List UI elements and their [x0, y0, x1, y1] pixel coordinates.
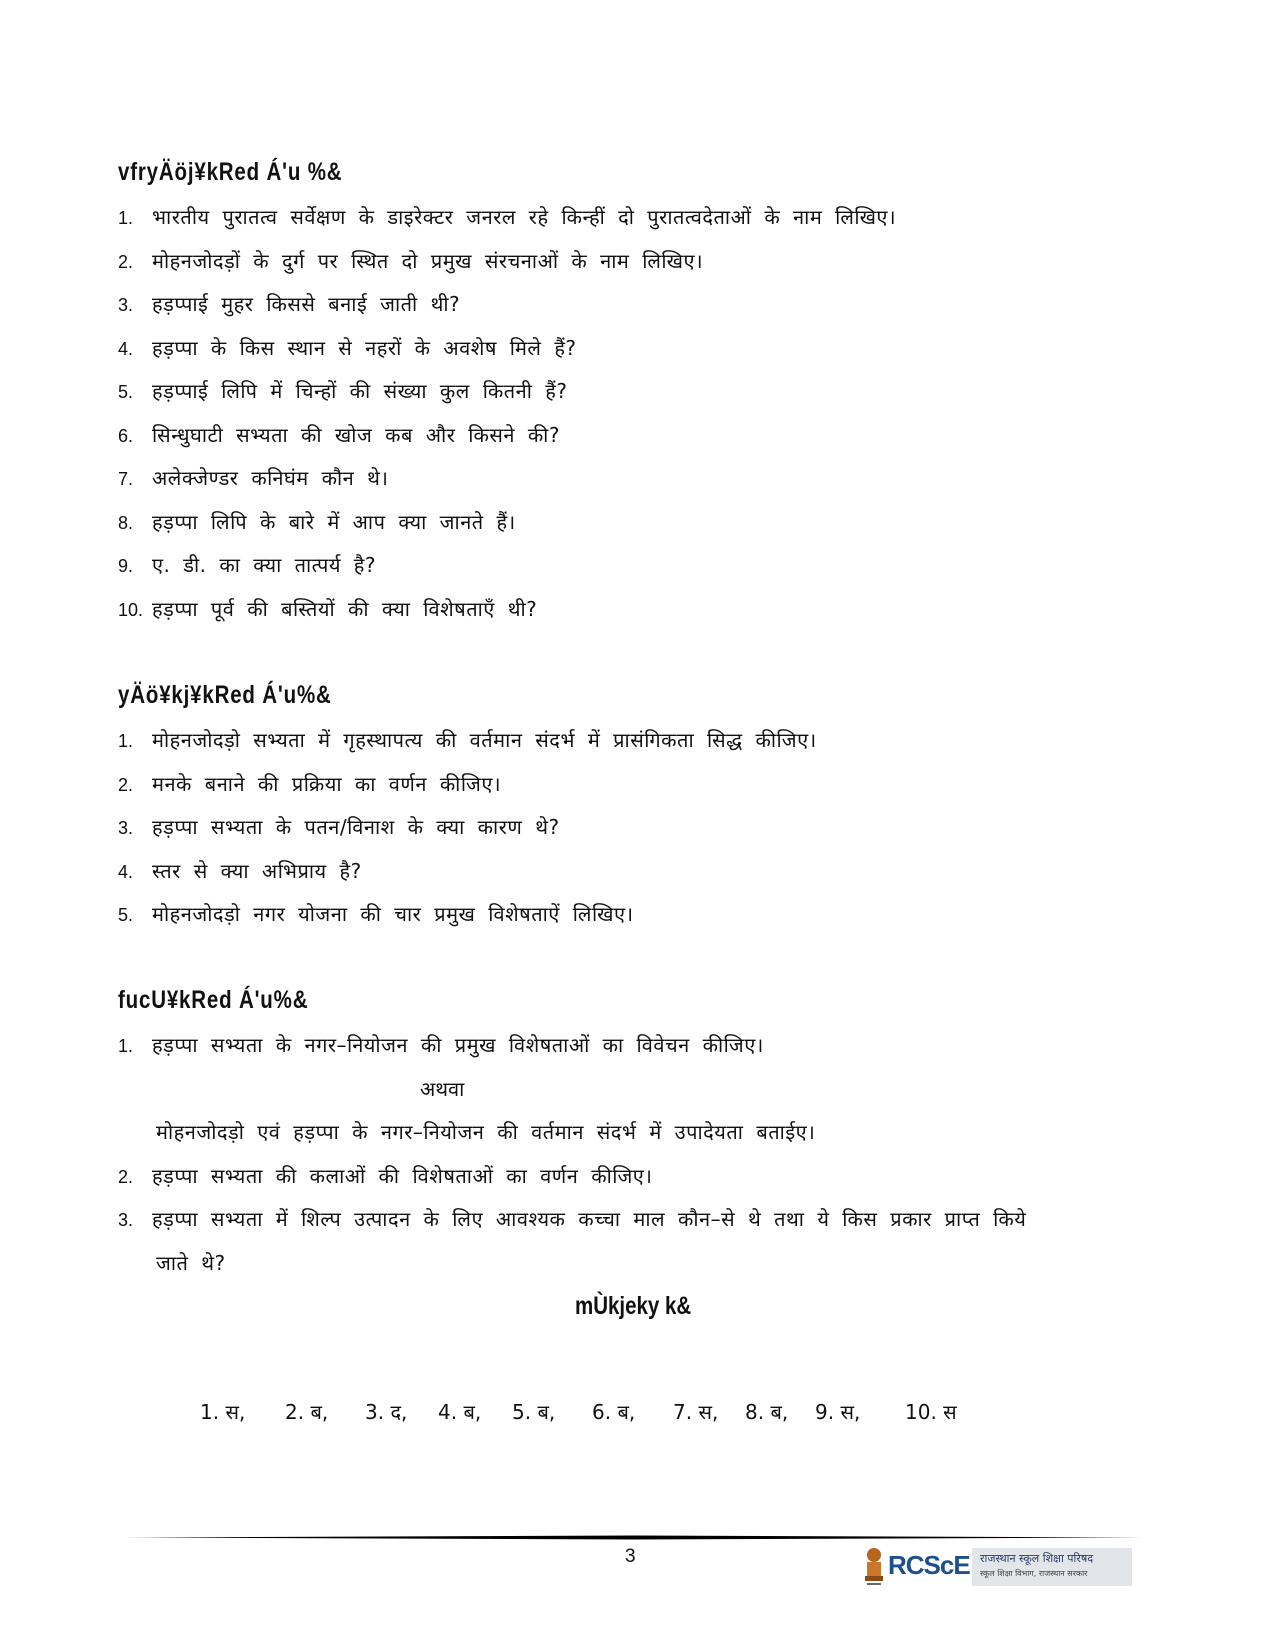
question-text: हड़प्पा सभ्यता की कलाओं की विशेषताओं का वर्णन कीजिए।	[152, 1164, 653, 1188]
question-number: 7.	[118, 469, 134, 489]
question-text: भारतीय पुरातत्व सर्वेक्षण के डाइरेक्टर जनरल रहे किन्हीं दो पुरातत्वदेताओं के नाम लिखिए।	[152, 205, 897, 229]
question-text: हड़प्पा पूर्व की बस्तियों की क्या विशेषताएँ थी?	[152, 597, 538, 621]
question-number: 4.	[118, 862, 134, 882]
list-item	[118, 900, 634, 927]
list-item	[118, 334, 577, 361]
question-text: मोहनजोदड़ों के दुर्ग पर स्थित दो प्रमुख संरचनाओं के नाम लिखिए।	[152, 249, 704, 273]
answer-item: 4. ब,	[438, 1400, 482, 1424]
question-number: 3.	[118, 1210, 134, 1230]
question-text: अलेक्जेण्डर कनिघंम कौन थे।	[152, 466, 389, 490]
answer-key-row	[0, 1398, 1275, 1428]
question-text: हड़प्पा सभ्यता के पतन/विनाश के क्या कारण थे?	[152, 815, 560, 839]
list-item	[118, 290, 460, 317]
question-text: हड़प्पा लिपि के बारे में आप क्या जानते हैं।	[152, 510, 516, 534]
question-number: 2.	[118, 1167, 134, 1187]
or-separator: अथवा	[420, 1077, 465, 1101]
list-item	[118, 857, 362, 884]
question-text: हड़प्पाई मुहर किससे बनाई जाती थी?	[152, 292, 461, 316]
question-number: 10.	[118, 600, 144, 620]
list-item	[118, 1031, 764, 1058]
list-item	[118, 1162, 652, 1189]
question-text: मनके बनाने की प्रक्रिया का वर्णन कीजिए।	[152, 772, 502, 796]
page-number: 3	[625, 1546, 636, 1567]
question-number: 1.	[118, 731, 134, 751]
list-item	[118, 421, 560, 448]
question-alt-text: मोहनजोदड़ो एवं हड़प्पा के नगर–नियोजन की वर्तमान संदर्भ में उपादेयता बताईए।	[156, 1120, 816, 1144]
question-text: सिन्धुघाटी सभ्यता की खोज कब और किसने की?	[152, 423, 560, 447]
list-item	[118, 595, 537, 622]
logo-wordmark: RCScE	[888, 1550, 970, 1580]
section-heading-very-short: vfryÄöj¥kRed Á'u %&	[118, 158, 343, 186]
answer-item: 1. स,	[200, 1400, 246, 1424]
question-number: 8.	[118, 513, 134, 533]
list-item	[118, 377, 568, 404]
rcsce-logo	[862, 1546, 1132, 1590]
question-number: 2.	[118, 252, 134, 272]
list-item	[118, 813, 560, 840]
question-number: 5.	[118, 905, 134, 925]
list-item	[118, 726, 817, 753]
question-text: हड़प्पा के किस स्थान से नहरों के अवशेष मिले हैं?	[152, 336, 577, 360]
answer-item: 2. ब,	[285, 1400, 329, 1424]
question-text: ए. डी. का क्या तात्पर्य है?	[152, 553, 377, 577]
answer-item: 10. स	[905, 1400, 957, 1424]
question-text: हड़प्पा सभ्यता में शिल्प उत्पादन के लिए आवश्यक कच्चा माल कौन–से थे तथा ये किस प्रकार प्राप्त किये	[152, 1207, 1027, 1231]
answer-key-title: mÙkjeky k&	[575, 1292, 692, 1320]
answer-item: 9. स,	[815, 1400, 861, 1424]
section-heading-essay: fucU¥kRed Á'u%&	[118, 986, 309, 1014]
question-number: 4.	[118, 339, 134, 359]
answer-item: 3. द,	[365, 1400, 408, 1424]
answer-item: 5. ब,	[512, 1400, 556, 1424]
list-item	[118, 551, 376, 578]
question-text: मोहनजोदड़ो नगर योजना की चार प्रमुख विशेषताऐं लिखिए।	[152, 902, 634, 926]
question-text: स्तर से क्या अभिप्राय है?	[152, 859, 362, 883]
question-text: मोहनजोदड़ो सभ्यता में गृहस्थापत्य की वर्तमान संदर्भ में प्रासंगिकता सिद्ध कीजिए।	[152, 728, 817, 752]
list-item	[118, 508, 516, 535]
logo-org-subtitle: स्कूल शिक्षा विभाग, राजस्थान सरकार	[980, 1569, 1088, 1578]
answer-item: 8. ब,	[745, 1400, 789, 1424]
question-text-continued: जाते थे?	[156, 1251, 226, 1275]
list-item	[118, 464, 388, 491]
list-item	[118, 203, 896, 230]
question-number: 9.	[118, 556, 134, 576]
question-number: 1.	[118, 208, 134, 228]
footer-divider	[118, 1535, 1148, 1540]
question-number: 6.	[118, 426, 134, 446]
question-number: 5.	[118, 382, 134, 402]
question-number: 1.	[118, 1036, 134, 1056]
answer-item: 6. ब,	[592, 1400, 636, 1424]
ashoka-emblem-icon	[862, 1546, 886, 1588]
question-number: 3.	[118, 818, 134, 838]
logo-org-name: राजस्थान स्कूल शिक्षा परिषद	[980, 1552, 1094, 1565]
question-text: हड़प्पाई लिपि में चिन्हों की संख्या कुल कितनी हैं?	[152, 379, 568, 403]
list-item	[118, 1205, 1026, 1232]
question-text: हड़प्पा सभ्यता के नगर–नियोजन की प्रमुख विशेषताओं का विवेचन कीजिए।	[152, 1033, 764, 1057]
answer-item: 7. स,	[673, 1400, 719, 1424]
list-item	[118, 247, 703, 274]
question-number: 2.	[118, 775, 134, 795]
question-number: 3.	[118, 295, 134, 315]
section-heading-short: yÄö¥kj¥kRed Á'u%&	[118, 681, 332, 709]
list-item	[118, 770, 501, 797]
